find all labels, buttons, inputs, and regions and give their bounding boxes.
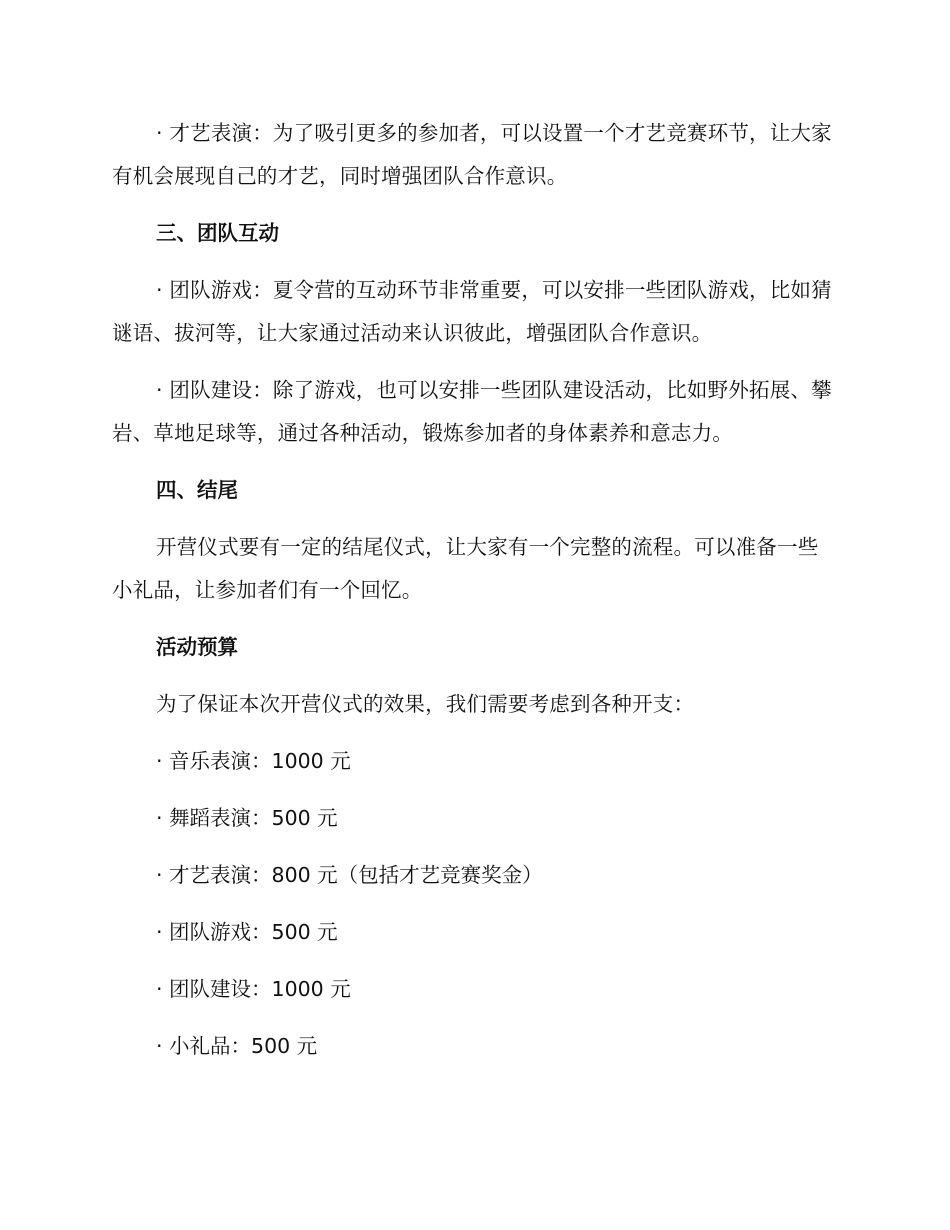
budget-item-team-building: · 团队建设：1000 元: [156, 977, 351, 1001]
budget-item-gifts: · 小礼品：500 元: [156, 1034, 318, 1058]
budget-item-talent: · 才艺表演：800 元（包括才艺竞赛奖金）: [156, 863, 543, 887]
heading-ending: 四、结尾: [156, 478, 238, 502]
paragraph-team-games: · 团队游戏：夏令营的互动环节非常重要，可以安排一些团队游戏，比如猜谜语、拔河等，让大家通过活动来认识彼此，增强团队合作意识。: [112, 278, 832, 345]
paragraph-talent-show: · 才艺表演：为了吸引更多的参加者，可以设置一个才艺竞赛环节，让大家有机会展现自己的才艺，同时增强团队合作意识。: [112, 121, 832, 188]
paragraph-budget-intro: 为了保证本次开营仪式的效果，我们需要考虑到各种开支：: [156, 692, 695, 716]
document-page: [112, 112, 837, 1082]
paragraph-team-building: · 团队建设：除了游戏，也可以安排一些团队建设活动，比如野外拓展、攀岩、草地足球等，通过各种活动，锻炼参加者的身体素养和意志力。: [112, 378, 832, 445]
budget-item-music: · 音乐表演：1000 元: [156, 749, 351, 773]
budget-item-dance: · 舞蹈表演：500 元: [156, 806, 338, 830]
heading-team-interaction: 三、团队互动: [156, 221, 279, 245]
heading-budget: 活动预算: [156, 635, 238, 659]
budget-item-team-games: · 团队游戏：500 元: [156, 920, 338, 944]
paragraph-ending: 开营仪式要有一定的结尾仪式，让大家有一个完整的流程。可以准备一些小礼品，让参加者们有一个回忆。: [112, 535, 819, 602]
